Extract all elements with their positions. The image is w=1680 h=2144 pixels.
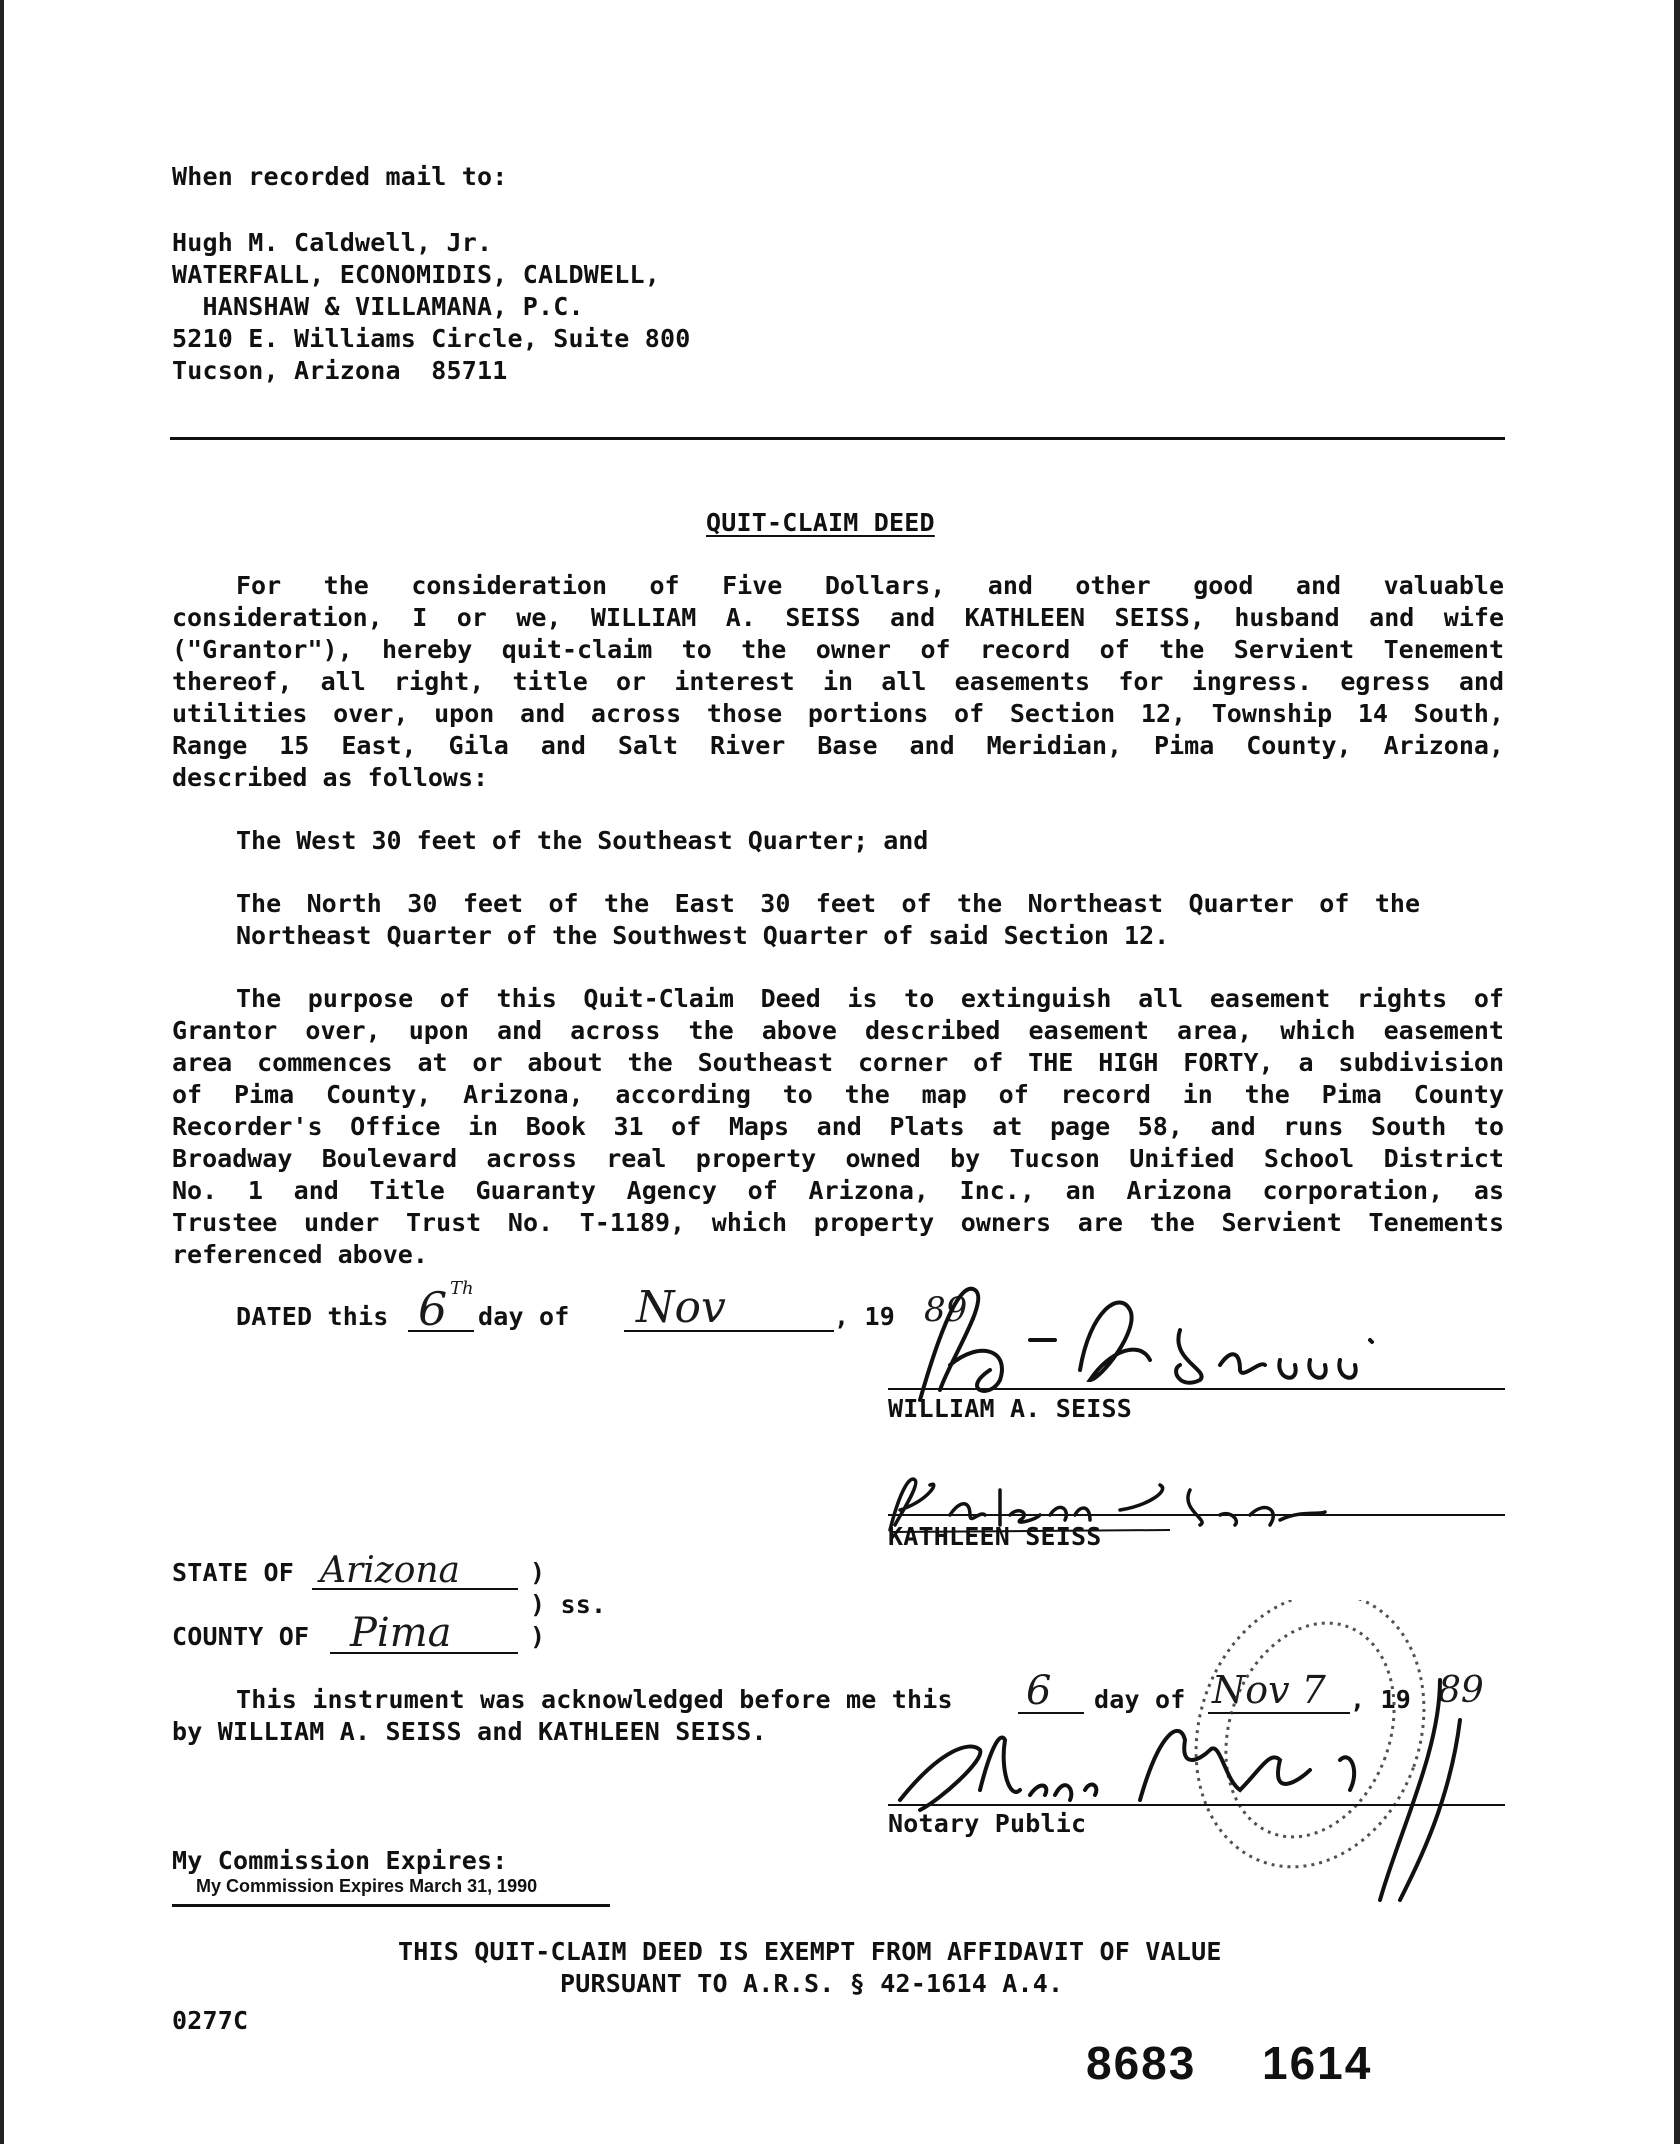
- recording-docket: 8683: [1086, 2037, 1197, 2089]
- document-code: 0277C: [172, 2006, 249, 2035]
- exempt-line-1: THIS QUIT-CLAIM DEED IS EXEMPT FROM AFFIDAVIT OF VALUE: [398, 1937, 1222, 1966]
- dated-year-value: 89.: [924, 1290, 979, 1330]
- mail-to-heading: When recorded mail to:: [172, 162, 508, 191]
- notary-signature-line: [888, 1804, 1505, 1806]
- purpose-line-6: Broadway Boulevard across real property owned by Tucson Unified School District: [172, 1144, 1504, 1173]
- ack-mid: day of: [1094, 1685, 1186, 1714]
- legal-description-1: The West 30 feet of the Southeast Quarter; and: [236, 826, 929, 855]
- notary-seal-and-signature: [880, 1600, 1520, 1920]
- ack-year-value: 89: [1438, 1670, 1484, 1711]
- notary-public-label: Notary Public: [888, 1809, 1087, 1838]
- mail-to-line-1: Hugh M. Caldwell, Jr.: [172, 228, 493, 257]
- state-paren: ): [530, 1558, 546, 1587]
- scan-edge-left: [0, 0, 4, 2144]
- ack-line-2: by WILLIAM A. SEISS and KATHLEEN SEISS.: [172, 1717, 767, 1746]
- kathleen-signature-line: [888, 1514, 1505, 1516]
- purpose-line-4: of Pima County, Arizona, according to the map of record in the Pima County: [172, 1080, 1504, 1109]
- state-value: Arizona: [320, 1550, 461, 1591]
- ack-year-prefix: , 19: [1350, 1685, 1412, 1714]
- dated-year-prefix: , 19: [834, 1302, 896, 1331]
- grant-line-4: thereof, all right, title or interest in all easements for ingress. egress and: [172, 667, 1504, 696]
- grant-line-5: utilities over, upon and across those portions of Section 12, Township 14 South,: [172, 699, 1504, 728]
- ack-day-value: 6: [1026, 1668, 1052, 1714]
- commission-label: My Commission Expires:: [172, 1846, 508, 1875]
- exempt-line-2: PURSUANT TO A.R.S. § 42-1614 A.4.: [560, 1969, 1064, 1998]
- dated-day-value: 6: [418, 1282, 448, 1336]
- ack-prefix: This instrument was acknowledged before me this: [236, 1685, 953, 1714]
- grant-line-7: described as follows:: [172, 763, 489, 792]
- mail-to-line-4: 5210 E. Williams Circle, Suite 800: [172, 324, 691, 353]
- mail-to-line-5: Tucson, Arizona 85711: [172, 356, 508, 385]
- commission-stamp: My Commission Expires March 31, 1990: [196, 1876, 538, 1896]
- dated-mid: day of: [478, 1302, 570, 1331]
- commission-underline: [172, 1904, 610, 1907]
- ack-month-value: Nov 7: [1212, 1668, 1326, 1712]
- dated-prefix: DATED this: [236, 1302, 389, 1331]
- dated-day-suffix: Th: [450, 1278, 474, 1299]
- state-label: STATE OF: [172, 1558, 295, 1587]
- purpose-line-9: referenced above.: [172, 1240, 428, 1269]
- grant-line-6: Range 15 East, Gila and Salt River Base and Meridian, Pima County, Arizona,: [172, 731, 1504, 760]
- document-title: QUIT-CLAIM DEED: [706, 508, 935, 537]
- purpose-line-2: Grantor over, upon and across the above described easement area, which easement: [172, 1016, 1504, 1045]
- kathleen-seiss-name: KATHLEEN SEISS: [888, 1522, 1102, 1551]
- purpose-line-8: Trustee under Trust No. T-1189, which property owners are the Servient Tenements: [172, 1208, 1504, 1237]
- purpose-line-1: The purpose of this Quit-Claim Deed is to extinguish all easement rights of: [236, 984, 1504, 1013]
- dated-month-value: Nov: [636, 1282, 726, 1333]
- purpose-line-7: No. 1 and Title Guaranty Agency of Arizona, Inc., an Arizona corporation, as: [172, 1176, 1504, 1205]
- purpose-line-5: Recorder's Office in Book 31 of Maps and Plats at page 58, and runs South to: [172, 1112, 1504, 1141]
- county-label: COUNTY OF: [172, 1622, 310, 1651]
- scan-edge-right: [1674, 0, 1680, 2144]
- purpose-line-3: area commences at or about the Southeast corner of THE HIGH FORTY, a subdivision: [172, 1048, 1504, 1077]
- legal-description-2-line-1: The North 30 feet of the East 30 feet of the Northeast Quarter of the: [236, 889, 1420, 918]
- mail-to-line-2: WATERFALL, ECONOMIDIS, CALDWELL,: [172, 260, 661, 289]
- ss-label: ) ss.: [530, 1590, 607, 1619]
- recording-page: 1614: [1262, 2037, 1373, 2089]
- grant-line-2: consideration, I or we, WILLIAM A. SEISS and KATHLEEN SEISS, husband and wife: [172, 603, 1504, 632]
- legal-description-2-line-2: Northeast Quarter of the Southwest Quarter of said Section 12.: [236, 921, 1170, 950]
- county-value: Pima: [350, 1610, 452, 1656]
- mail-to-line-3: HANSHAW & VILLAMANA, P.C.: [172, 292, 584, 321]
- header-divider: [170, 437, 1505, 440]
- william-signature-line: [888, 1388, 1505, 1390]
- grant-line-1: For the consideration of Five Dollars, and other good and valuable: [236, 571, 1504, 600]
- county-paren: ): [530, 1622, 546, 1651]
- grant-line-3: ("Grantor"), hereby quit-claim to the owner of record of the Servient Tenement: [172, 635, 1504, 664]
- william-seiss-name: WILLIAM A. SEISS: [888, 1394, 1133, 1423]
